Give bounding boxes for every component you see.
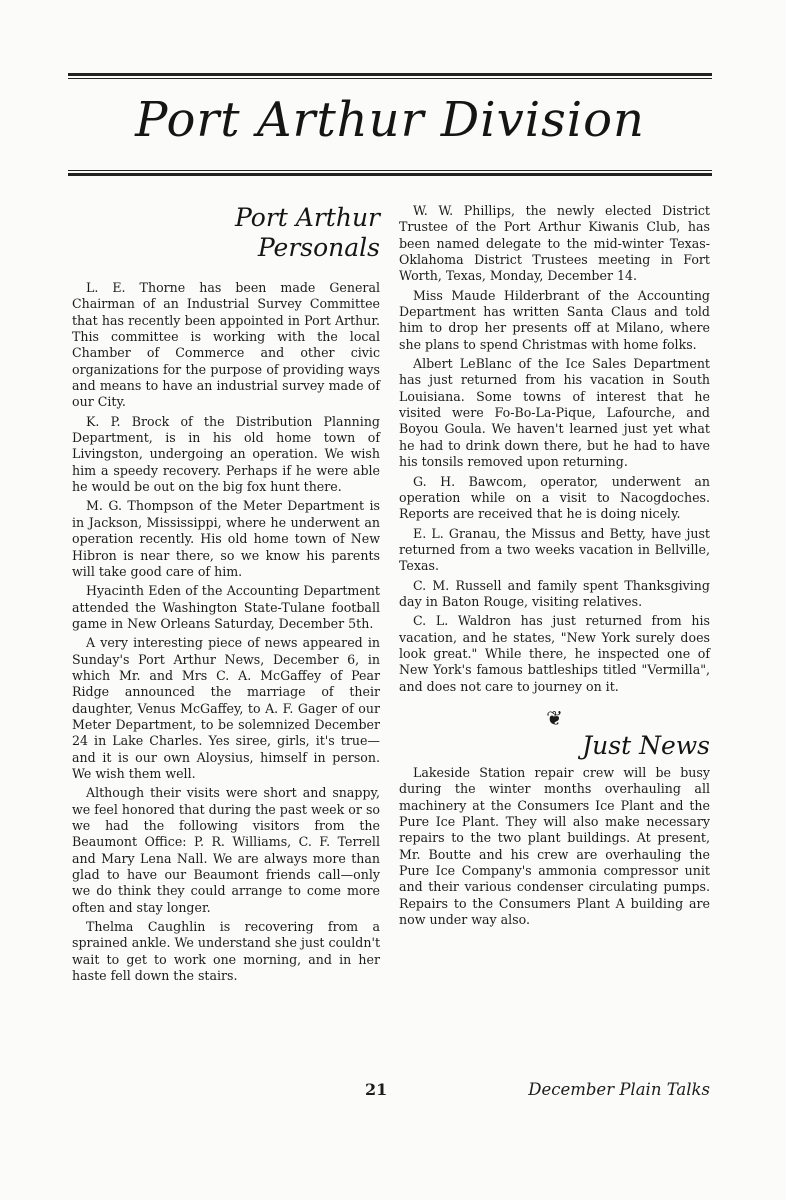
left-column	[72, 280, 380, 987]
paragraph: Albert LeBlanc of the Ice Sales Department has just returned from his vacation in South Louisiana. Some towns of interest that he visited were Fo-Bo-La-Pique, Lafourche, and Boyou Goula. We haven't learned just yet what he had to drink down there, but he had to have his tonsils removed upon returning.	[399, 356, 710, 470]
page-title: Port Arthur Division	[135, 92, 645, 148]
paragraph: Lakeside Station repair crew will be busy during the winter months overhauling all machinery at the Consumers Ice Plant and the Pure Ice Plant. They will also make necessary repairs to the two plant buildings. At present, Mr. Boutte and his crew are overhauling the Pure Ice Company's ammonia compressor unit and their various condenser circulating pumps. Repairs to the Consumers Plant A building are now under way also.	[399, 764, 710, 928]
paragraph: C. M. Russell and family spent Thanksgiving day in Baton Rouge, visiting relatives.	[399, 577, 710, 609]
paragraph: Hyacinth Eden of the Accounting Department attended the Washington State-Tulane football game in New Orleans Saturday, December 5th.	[72, 583, 380, 631]
paragraph: Although their visits were short and snappy, we feel honored that during the past week or so we had the following visitors from the Beaumont Office: P. R. Williams, C. F. Terrell and Mary Lena Nall. We are always more than glad to have our Beaumont friends call—only we do think they could arrange to come more often and stay longer.	[72, 785, 380, 915]
paragraph: E. L. Granau, the Missus and Betty, have just returned from a two weeks vacation in Bellville, Texas.	[399, 525, 710, 574]
paragraph: M. G. Thompson of the Meter Department is in Jackson, Mississippi, where he underwent an operation recently. His old home town of New Hibron is near there, so we know his parents will take good care of him.	[72, 498, 380, 579]
paragraph: Thelma Caughlin is recovering from a sprained ankle. We understand she just couldn't wait to get to work one morning, and in her haste fell down the stairs.	[72, 919, 380, 984]
paragraph: A very interesting piece of news appeared in Sunday's Port Arthur News, December 6, in which Mr. and Mrs C. A. McGaffey of Pear Ridge announced the marriage of their daughter, Venus McGaffey, to A. F. Gager of our Meter Department, to be solemnized December 24 in Lake Charles. Yes siree, girls, it's true—and it is our own Aloysius, himself in person. We wish them well.	[72, 635, 380, 781]
section-heading-just-news: Just News	[582, 730, 710, 760]
paragraph: W. W. Phillips, the newly elected District Trustee of the Port Arthur Kiwanis Club, has been named delegate to the mid-winter Texas-Oklahoma District Trustees meeting in Fort Worth, Texas, Monday, December 14.	[399, 203, 710, 284]
top-double-rule	[68, 73, 712, 79]
title-double-rule	[68, 170, 712, 176]
page-number: 21	[365, 1080, 388, 1099]
section-heading-personals: Port Arthur Personals	[234, 203, 380, 262]
right-column	[399, 203, 710, 931]
paragraph: L. E. Thorne has been made General Chairman of an Industrial Survey Committee that has recently been appointed in Port Arthur. This committee is working with the local Chamber of Commerce and other civic organizations for the purpose of providing ways and means to have an industrial survey made of our City.	[72, 280, 380, 410]
paragraph: G. H. Bawcom, operator, underwent an operation while on a visit to Nacogdoches. Reports are received that he is doing nicely.	[399, 473, 710, 522]
paragraph: K. P. Brock of the Distribution Planning Department, is in his old home town of Livingston, undergoing an operation. We wish him a speedy recovery. Perhaps if he were able he would be out on the big fox hunt there.	[72, 413, 380, 495]
publication-name: December Plain Talks	[528, 1080, 710, 1099]
paragraph: C. L. Waldron has just returned from his vacation, and he states, "New York surely does look great." While there, he inspected one of New York's famous battleships titled "Vermilla", and does not care to journey on it.	[399, 613, 710, 694]
floral-ornament-icon: ❦	[546, 705, 563, 730]
paragraph: Miss Maude Hilderbrant of the Accounting Department has written Santa Claus and told him to drop her presents off at Milano, where she plans to spend Christmas with home folks.	[399, 287, 710, 352]
